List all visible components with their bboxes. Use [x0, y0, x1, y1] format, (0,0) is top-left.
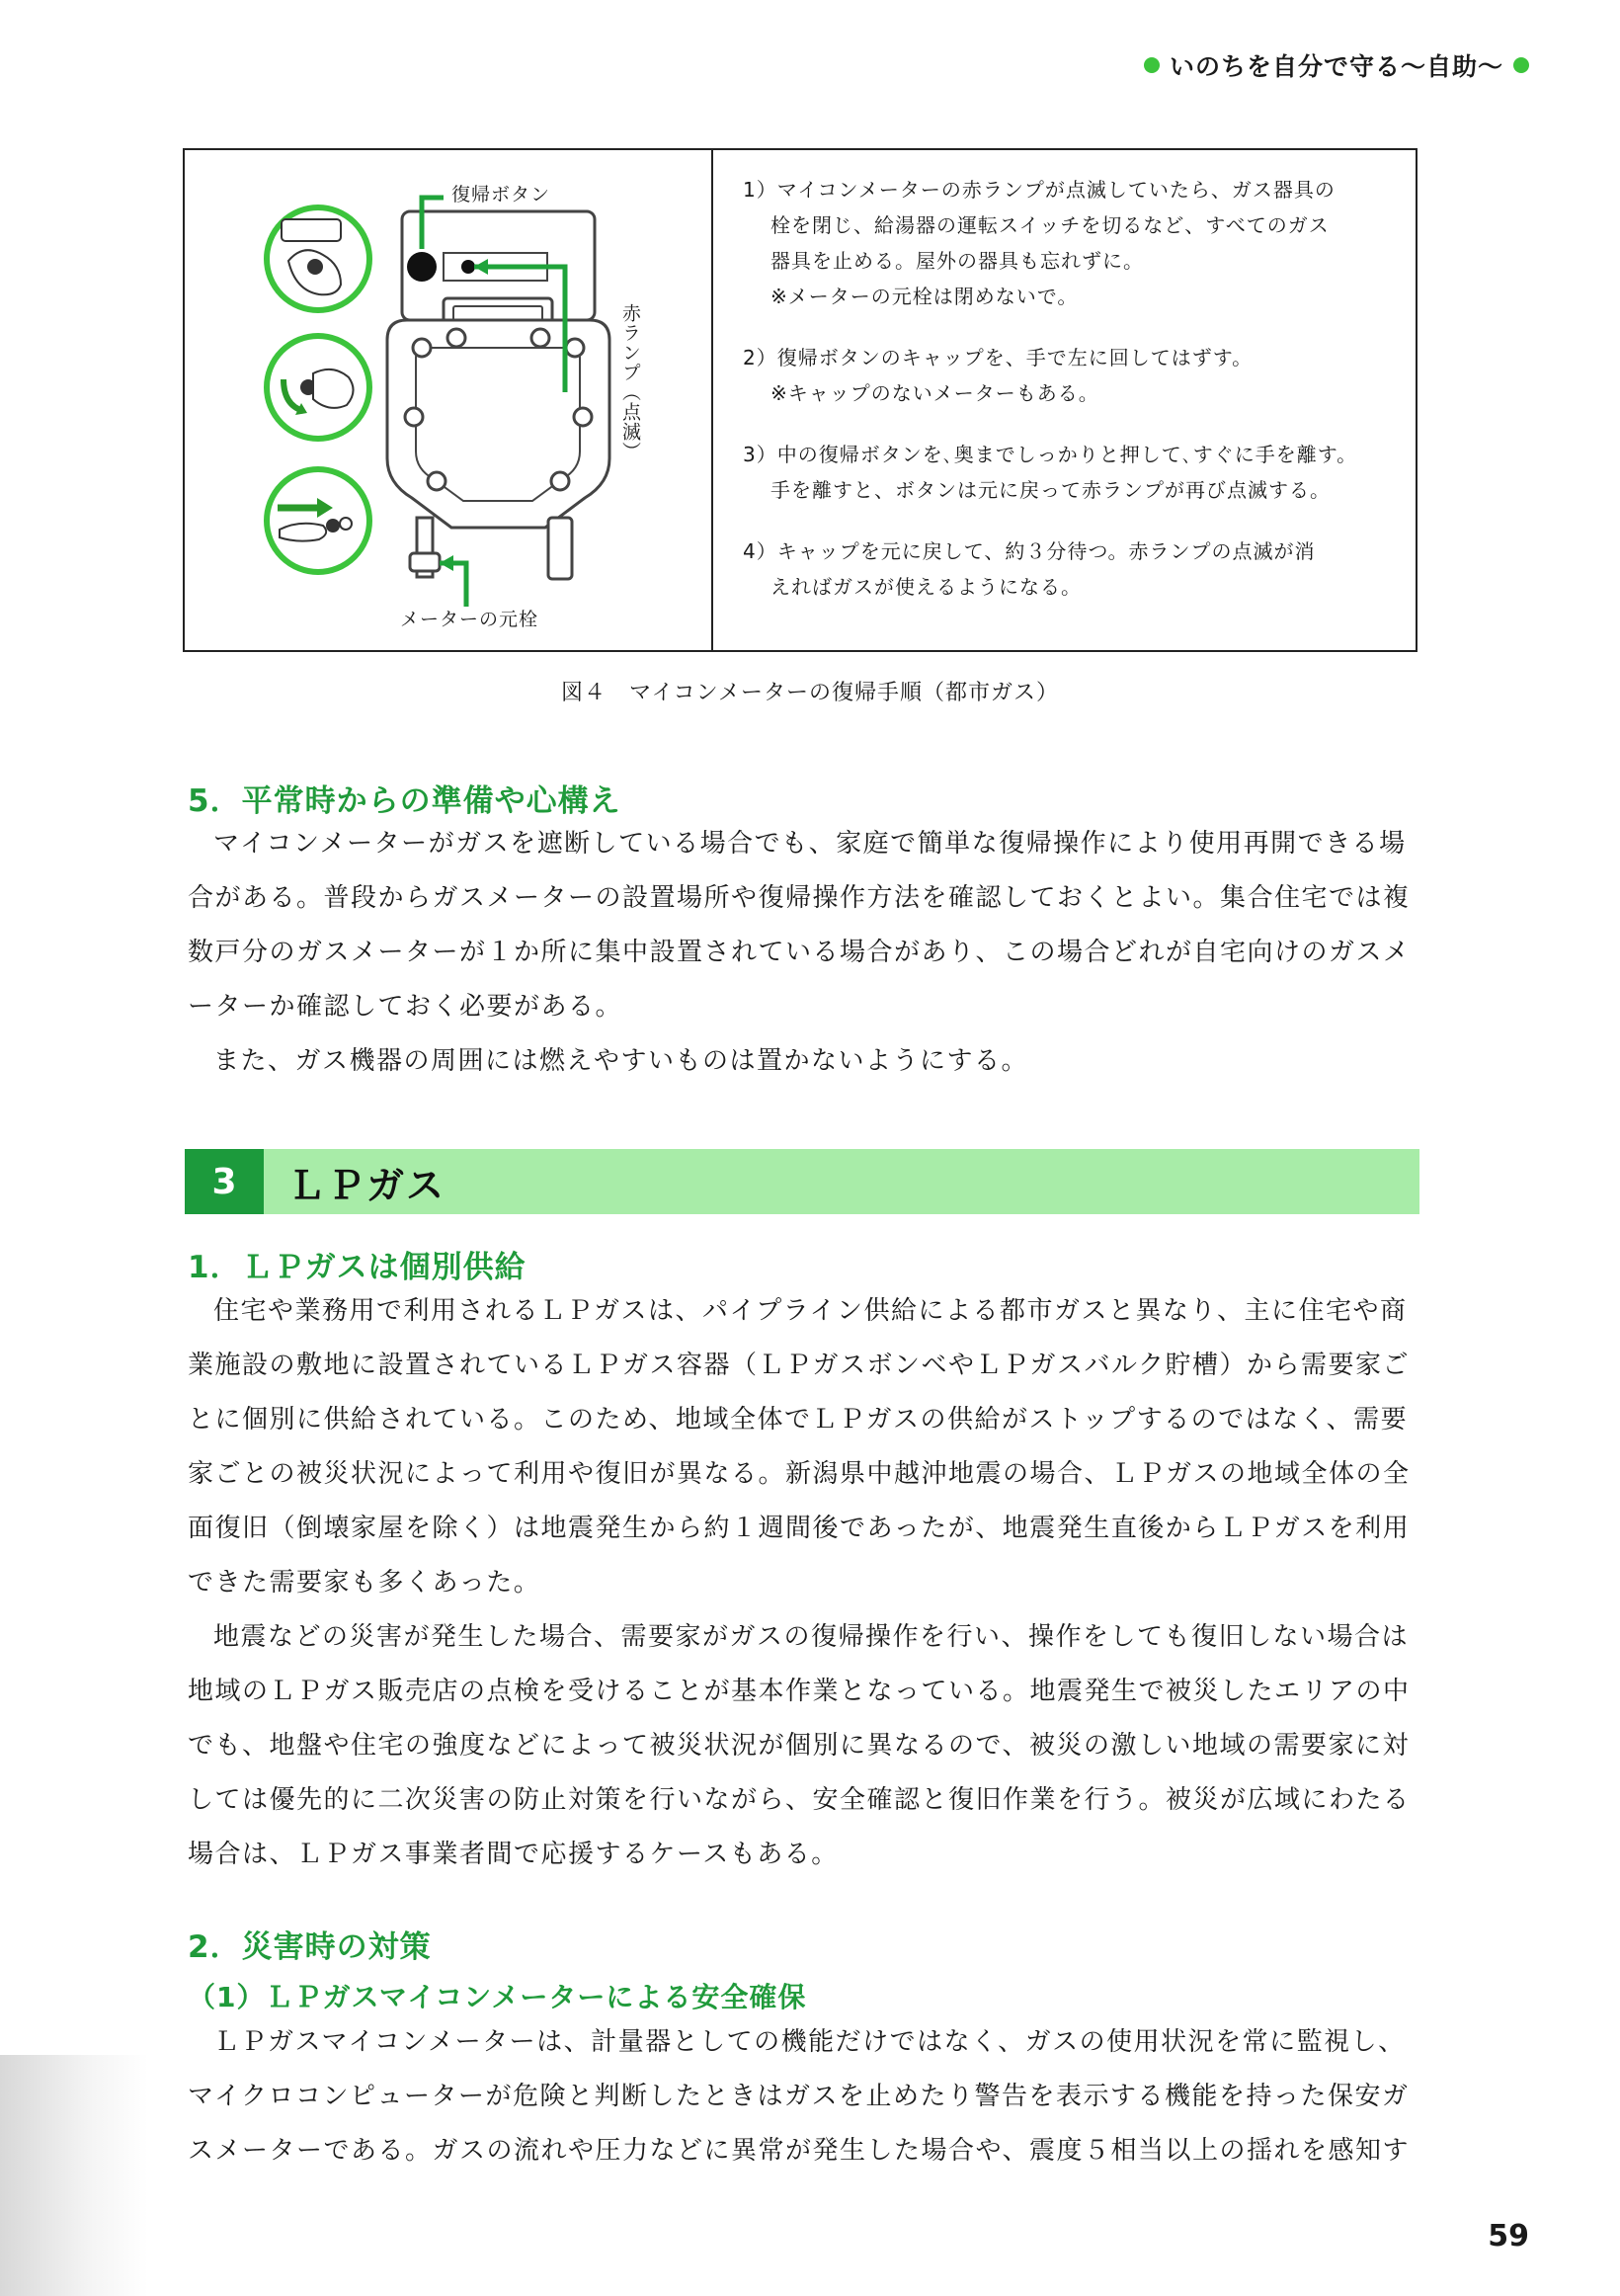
step-1 — [743, 172, 1392, 314]
subheading-2-1: （1）ＬＰガスマイコンメーターによる安全確保 — [188, 1981, 807, 2013]
step-line: 1）マイコンメーターの赤ランプが点滅していたら、ガス器具の — [743, 178, 1336, 202]
sec5-paragraph-1: マイコンメーターがガスを遮断している場合でも、家庭で簡単な復帰操作により使用再開できる場合がある。普段からガスメーターの設置場所や復帰操作方法を確認しておくとよい。集合住宅では複数戸分のガスメーターが１か所に集中設置されている場合があり、この場合どれが自宅向けのガスメーターか確認しておく必要がある。 — [188, 829, 1411, 1022]
red-lamp-icon — [461, 260, 475, 274]
step-4 — [743, 533, 1392, 605]
step-note: ※キャップのないメーターもある。 — [770, 381, 1099, 405]
step-2 — [743, 340, 1392, 411]
sub1-paragraph-1: 住宅や業務用で利用されるＬＰガスは、パイプライン供給による都市ガスと異なり、主に住宅や商業施設の敷地に設置されているＬＰガス容器（ＬＰガスボンベやＬＰガスバルク貯槽）から需要家ごとに個別に供給されている。このため、地域全体でＬＰガスの供給がストップするのではなく、需要家ごとの被災状況によって利用や復旧が異なる。新潟県中越沖地震の場合、ＬＰガスの地域全体の全面復旧（倒壊家屋を除く）は地震発生から約１週間後であったが、地震発生直後からＬＰガスを利用できた需要家も多くあった。 — [188, 1296, 1411, 1598]
heading-5: 5．平常時からの準備や心構え — [188, 783, 621, 819]
step-line: 器具を止める。屋外の器具も忘れずに。 — [770, 249, 1144, 273]
heading-1: 1．ＬＰガスは個別供給 — [188, 1250, 526, 1285]
step-line: 手を離すと、ボタンは元に戻って赤ランプが再び点滅する。 — [770, 478, 1331, 502]
section-number: 3 — [185, 1149, 264, 1214]
step-line: 2）復帰ボタンのキャップを、手で左に回してはずす。 — [743, 346, 1254, 369]
green-dot-icon — [1513, 57, 1529, 73]
figure-4 — [183, 148, 1418, 652]
step-3 — [743, 437, 1392, 508]
step-line: 栓を閉じ、給湯器の運転スイッチを切るなど、すべてのガス — [770, 213, 1330, 237]
step-line: 4）キャップを元に戻して、約３分待つ。赤ランプの点滅が消 — [743, 539, 1316, 563]
meter-illustration — [185, 150, 713, 650]
red-lamp-label: 赤ランプ（点滅） — [619, 303, 641, 461]
step3-push-icon — [267, 469, 369, 572]
scan-shadow — [0, 2055, 148, 2296]
section-3-bar — [185, 1149, 1419, 1214]
running-header — [1144, 47, 1529, 83]
step-line: えればガスが使えるようになる。 — [770, 575, 1082, 599]
main-valve-label: メーターの元栓 — [400, 609, 539, 630]
green-dot-icon — [1144, 57, 1160, 73]
step1-hand-icon — [267, 207, 369, 310]
sub2-paragraph-1: ＬＰガスマイコンメーターは、計量器としての機能だけではなく、ガスの使用状況を常に監視し、マイクロコンピューターが危険と判断したときはガスを止めたり警告を表示する機能を持った保安ガスメーターである。ガスの流れや圧力などに異常が発生した場合や、震度５相当以上の揺れを感知す — [188, 2027, 1410, 2166]
figure-caption: 図４ マイコンメーターの復帰手順（都市ガス） — [560, 681, 1060, 705]
section-title: ＬＰガス — [287, 1163, 446, 1207]
sub1-paragraph-2: 地震などの災害が発生した場合、需要家がガスの復帰操作を行い、操作をしても復旧しない場合は地域のＬＰガス販売店の点検を受けることが基本作業となっている。地震発生で被災したエリアの中でも、地盤や住宅の強度などによって被災状況が個別に異なるので、被災の激しい地域の需要家に対しては優先的に二次災害の防止対策を行いながら、安全確認と復旧作業を行う。被災が広域にわたる場合は、ＬＰガス事業者間で応援するケースもある。 — [188, 1622, 1411, 1869]
running-title: いのちを自分で守る〜自助〜 — [1169, 52, 1503, 81]
reset-button-label: 復帰ボタン — [451, 184, 551, 205]
step2-twist-icon — [267, 336, 369, 439]
sec5-paragraph-2: また、ガス機器の周囲には燃えやすいものは置かないようにする。 — [213, 1046, 1029, 1076]
heading-2: 2．災害時の対策 — [188, 1929, 432, 1965]
reset-button-icon — [407, 252, 437, 282]
step-line: 3）中の復帰ボタンを､奥までしっかりと押して､すぐに手を離す。 — [743, 443, 1358, 466]
page-number: 59 — [1488, 2219, 1529, 2254]
procedure-steps — [713, 150, 1416, 650]
step-note: ※メーターの元栓は閉めないで。 — [770, 285, 1079, 308]
